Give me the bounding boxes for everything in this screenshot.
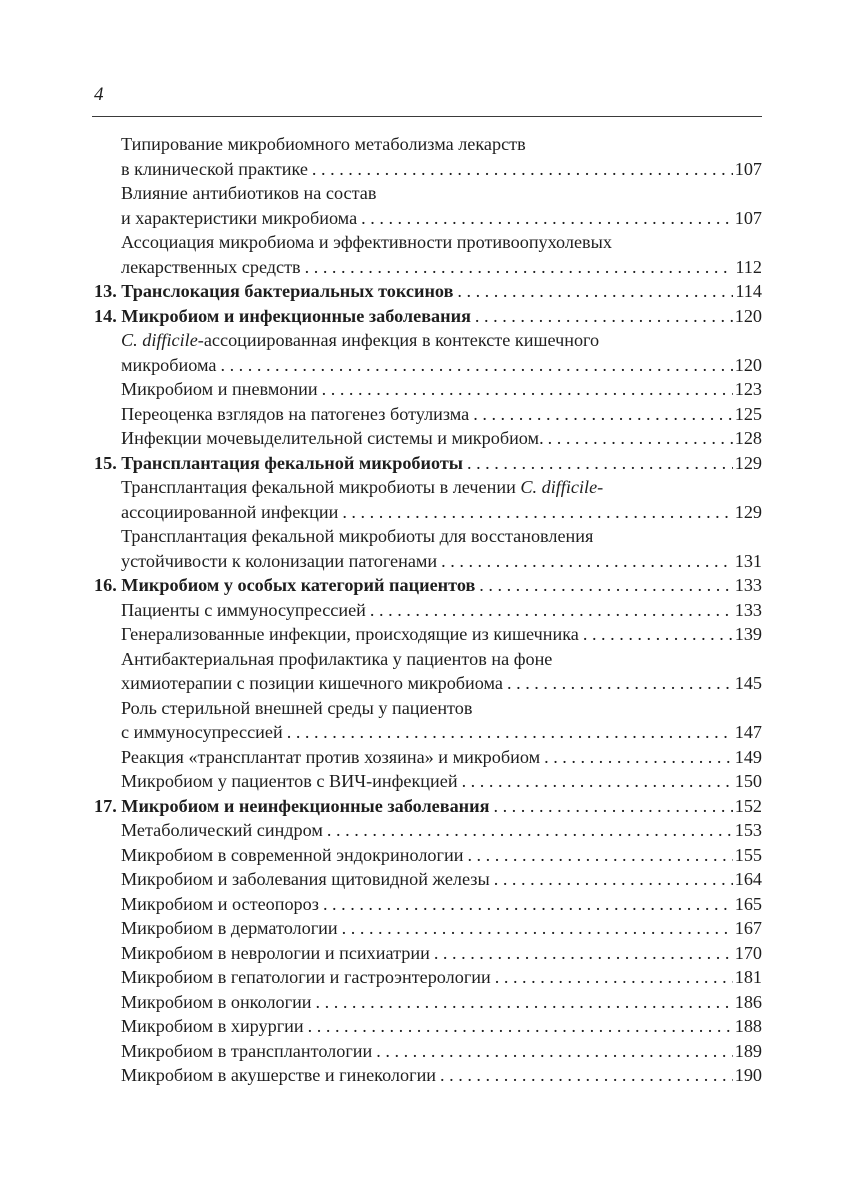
toc-page-number[interactable]: 131 bbox=[734, 550, 762, 571]
toc-entry-line bbox=[121, 353, 762, 378]
dot-leader bbox=[312, 157, 733, 182]
dot-leader bbox=[507, 671, 733, 696]
toc-entry-title bbox=[121, 698, 472, 718]
toc-section-entry[interactable] bbox=[94, 1014, 762, 1039]
chapter-number: 17. bbox=[94, 795, 122, 816]
toc-section-entry[interactable] bbox=[94, 1063, 762, 1088]
toc-entry-line bbox=[121, 916, 762, 941]
toc-entry-line bbox=[121, 549, 762, 574]
toc-entry-line bbox=[121, 892, 762, 917]
toc-entry-line bbox=[121, 671, 762, 696]
title-text: Микробиом в трансплантологии bbox=[121, 1040, 373, 1061]
toc-entry-title bbox=[121, 867, 490, 892]
toc-page-number[interactable]: 120 bbox=[734, 305, 762, 326]
table-of-contents bbox=[94, 132, 762, 1088]
title-text: Влияние антибиотиков на состав bbox=[121, 183, 377, 203]
title-text: Микробиом в онкологии bbox=[121, 991, 312, 1012]
toc-entry-title bbox=[121, 720, 283, 745]
toc-entry-title bbox=[121, 649, 552, 669]
toc-entry-title bbox=[121, 1014, 304, 1039]
toc-entry-title bbox=[121, 549, 437, 574]
page-number: 4 bbox=[94, 84, 104, 105]
toc-entry-line bbox=[121, 941, 762, 966]
title-text: Ассоциация микробиома и эффективности противоопухолевых bbox=[121, 232, 612, 252]
title-text: Микробиом и неинфекционные заболевания bbox=[121, 795, 490, 816]
italic-term: C. difficile- bbox=[520, 477, 604, 497]
dot-leader bbox=[467, 843, 732, 868]
toc-entry-line bbox=[121, 132, 762, 157]
toc-page-number[interactable]: 189 bbox=[734, 1040, 762, 1061]
toc-page-number[interactable]: 150 bbox=[734, 771, 762, 791]
title-text: химиотерапии с позиции кишечного микробиома bbox=[121, 673, 503, 693]
toc-page-number[interactable]: 128 bbox=[734, 428, 762, 448]
toc-entry-line bbox=[121, 230, 762, 255]
toc-entry-title bbox=[121, 353, 216, 378]
toc-section-entry[interactable] bbox=[94, 524, 762, 573]
title-text: Метаболический синдром bbox=[121, 820, 323, 840]
dot-leader bbox=[323, 892, 733, 917]
toc-entry-title bbox=[121, 255, 301, 280]
chapter-number: 16. bbox=[94, 575, 122, 595]
toc-entry-line bbox=[121, 402, 762, 427]
toc-page-number[interactable]: 125 bbox=[734, 403, 762, 424]
toc-entry-title bbox=[121, 769, 458, 794]
toc-entry-line bbox=[121, 500, 762, 525]
title-text: и характеристики микробиома bbox=[121, 207, 358, 228]
title-text: Генерализованные инфекции, происходящие из кишечника bbox=[121, 624, 579, 644]
toc-entry-line bbox=[94, 794, 762, 819]
toc-entry-line bbox=[121, 206, 762, 231]
toc-entry-title bbox=[121, 377, 318, 402]
toc-entry-line bbox=[121, 965, 762, 990]
dot-leader bbox=[327, 818, 733, 843]
toc-section-entry[interactable] bbox=[94, 867, 762, 892]
title-text: Микробиом в акушерстве и гинекологии bbox=[121, 1065, 437, 1085]
toc-page-number[interactable]: 165 bbox=[734, 893, 762, 914]
toc-page-number[interactable]: 155 bbox=[734, 844, 762, 865]
toc-entry-line bbox=[121, 426, 762, 451]
title-text: устойчивости к колонизации патогенами bbox=[121, 550, 438, 571]
title-text: Микробиом и пневмонии bbox=[121, 379, 318, 399]
title-text: Переоценка взглядов на патогенез ботулизма bbox=[121, 403, 470, 424]
toc-entry-line bbox=[121, 745, 762, 770]
toc-section-entry[interactable] bbox=[94, 402, 762, 427]
toc-section-entry[interactable] bbox=[94, 769, 762, 794]
toc-entry-title bbox=[121, 892, 319, 917]
dot-leader bbox=[462, 769, 733, 794]
toc-entry-title bbox=[121, 818, 323, 843]
toc-page-number[interactable]: 186 bbox=[734, 991, 762, 1012]
title-text: в клинической практике bbox=[121, 158, 308, 179]
dot-leader bbox=[495, 965, 733, 990]
chapter-number: 14. bbox=[94, 305, 122, 326]
toc-page-number[interactable]: 129 bbox=[734, 452, 762, 473]
toc-page-number[interactable]: 107 bbox=[734, 158, 762, 179]
title-text: Микробиом и заболевания щитовидной железы bbox=[121, 869, 490, 889]
toc-page-number[interactable]: 107 bbox=[734, 207, 762, 228]
toc-page-number[interactable]: 167 bbox=[734, 918, 762, 938]
dot-leader bbox=[548, 426, 733, 451]
toc-entry-title bbox=[94, 279, 453, 304]
toc-section-entry[interactable] bbox=[94, 696, 762, 745]
toc-entry-line bbox=[94, 304, 762, 329]
title-text: лекарственных средств bbox=[121, 256, 301, 277]
toc-entry-title bbox=[121, 526, 593, 546]
dot-leader bbox=[467, 451, 733, 476]
title-text: Трансплантация фекальной микробиоты в лечении bbox=[121, 477, 521, 497]
header-rule bbox=[92, 116, 762, 117]
dot-leader bbox=[441, 549, 733, 574]
toc-page-number[interactable]: 153 bbox=[734, 820, 762, 840]
title-text: Антибактериальная профилактика у пациентов на фоне bbox=[121, 648, 553, 669]
toc-page-number[interactable]: 114 bbox=[735, 281, 762, 301]
title-text: Микробиом и инфекционные заболевания bbox=[121, 305, 471, 326]
toc-entry-title bbox=[121, 671, 503, 696]
title-text: Микробиом у пациентов с ВИЧ-инфекцией bbox=[121, 771, 458, 791]
toc-section-entry[interactable] bbox=[94, 818, 762, 843]
dot-leader bbox=[316, 990, 733, 1015]
toc-entry-title bbox=[121, 745, 540, 770]
title-text: Транслокация бактериальных токсинов bbox=[121, 281, 454, 301]
title-text: Трансплантация фекальной микробиоты для восстановления bbox=[121, 526, 594, 546]
toc-section-entry[interactable] bbox=[94, 892, 762, 917]
toc-entry-title bbox=[94, 451, 463, 476]
toc-page-number[interactable]: 190 bbox=[734, 1065, 762, 1085]
dot-leader bbox=[583, 622, 733, 647]
toc-entry-title bbox=[121, 134, 526, 154]
dot-leader bbox=[473, 402, 732, 427]
dot-leader bbox=[440, 1063, 733, 1088]
title-text: микробиома bbox=[121, 354, 217, 375]
toc-entry-title bbox=[121, 843, 463, 868]
chapter-number: 15. bbox=[94, 452, 122, 473]
dot-leader bbox=[342, 916, 733, 941]
toc-entry-line bbox=[121, 818, 762, 843]
dot-leader bbox=[370, 598, 733, 623]
toc-section-entry[interactable] bbox=[94, 745, 762, 770]
title-text: Микробиом в современной эндокринологии bbox=[121, 844, 464, 865]
toc-section-entry[interactable] bbox=[94, 1039, 762, 1064]
toc-section-entry[interactable] bbox=[94, 598, 762, 623]
title-text: Трансплантация фекальной микробиоты bbox=[121, 452, 463, 473]
title-text: -ассоциированная инфекция в контексте кишечного bbox=[197, 330, 600, 350]
toc-section-entry[interactable] bbox=[94, 916, 762, 941]
toc-page-number[interactable]: 181 bbox=[734, 967, 762, 987]
toc-entry-title bbox=[94, 573, 475, 598]
toc-entry-line bbox=[121, 990, 762, 1015]
toc-page-number[interactable]: 123 bbox=[734, 379, 762, 399]
title-text: ассоциированной инфекции bbox=[121, 501, 339, 522]
dot-leader bbox=[322, 377, 733, 402]
toc-section-entry[interactable] bbox=[94, 377, 762, 402]
toc-page-number[interactable]: 112 bbox=[735, 256, 762, 277]
toc-entry-line bbox=[121, 328, 762, 353]
title-text: Микробиом и остеопороз bbox=[121, 893, 319, 914]
toc-entry-title bbox=[121, 598, 366, 623]
dot-leader bbox=[361, 206, 733, 231]
toc-entry-line bbox=[121, 1039, 762, 1064]
toc-chapter-entry[interactable] bbox=[94, 279, 762, 304]
toc-entry-line bbox=[121, 867, 762, 892]
toc-section-entry[interactable] bbox=[94, 647, 762, 696]
dot-leader bbox=[457, 279, 733, 304]
dot-leader bbox=[544, 745, 733, 770]
toc-entry-line bbox=[121, 622, 762, 647]
toc-entry-line bbox=[121, 181, 762, 206]
toc-entry-line bbox=[121, 769, 762, 794]
toc-section-entry[interactable] bbox=[94, 843, 762, 868]
toc-page-number[interactable]: 145 bbox=[734, 673, 762, 693]
toc-entry-title bbox=[121, 941, 430, 966]
title-text: Пациенты с иммуносупрессией bbox=[121, 599, 366, 620]
toc-entry-title bbox=[121, 232, 612, 252]
title-text: с иммуносупрессией bbox=[121, 722, 283, 742]
title-text: Микробиом в дерматологии bbox=[121, 918, 338, 938]
toc-entry-title bbox=[121, 330, 599, 350]
dot-leader bbox=[342, 500, 732, 525]
toc-section-entry[interactable] bbox=[94, 990, 762, 1015]
toc-entry-title bbox=[121, 477, 603, 497]
toc-section-entry[interactable] bbox=[94, 426, 762, 451]
toc-entry-line bbox=[121, 1014, 762, 1039]
dot-leader bbox=[287, 720, 733, 745]
toc-page-number[interactable]: 120 bbox=[734, 354, 762, 375]
toc-page-number[interactable]: 170 bbox=[734, 942, 762, 963]
dot-leader bbox=[479, 573, 732, 598]
title-text: Микробиом в хирургии bbox=[121, 1016, 304, 1036]
toc-entry-line bbox=[94, 573, 762, 598]
toc-entry-line bbox=[121, 696, 762, 721]
toc-page-number[interactable]: 139 bbox=[734, 624, 762, 644]
toc-entry-title bbox=[121, 622, 579, 647]
toc-section-entry[interactable] bbox=[94, 132, 762, 181]
toc-section-entry[interactable] bbox=[94, 181, 762, 230]
dot-leader bbox=[376, 1039, 732, 1064]
toc-entry-title bbox=[121, 965, 491, 990]
toc-chapter-entry[interactable] bbox=[94, 451, 762, 476]
toc-entry-title bbox=[121, 990, 312, 1015]
toc-entry-line bbox=[121, 157, 762, 182]
toc-entry-line bbox=[121, 720, 762, 745]
toc-entry-line bbox=[121, 377, 762, 402]
title-text: Микробиом в гепатологии и гастроэнтерологии bbox=[121, 967, 491, 987]
toc-section-entry[interactable] bbox=[94, 941, 762, 966]
toc-entry-line bbox=[121, 524, 762, 549]
dot-leader bbox=[434, 941, 733, 966]
toc-entry-title bbox=[121, 500, 338, 525]
toc-section-entry[interactable] bbox=[94, 622, 762, 647]
toc-entry-line bbox=[121, 843, 762, 868]
toc-entry-line bbox=[94, 279, 762, 304]
dot-leader bbox=[305, 255, 734, 280]
title-text: Реакция «трансплантат против хозяина» и микробиом bbox=[121, 746, 541, 767]
toc-entry-line bbox=[121, 647, 762, 672]
toc-section-entry[interactable] bbox=[94, 328, 762, 377]
title-text: Роль стерильной внешней среды у пациентов bbox=[121, 697, 473, 718]
toc-chapter-entry[interactable] bbox=[94, 304, 762, 329]
title-text: Микробиом в неврологии и психиатрии bbox=[121, 942, 430, 963]
dot-leader bbox=[494, 867, 733, 892]
toc-chapter-entry[interactable] bbox=[94, 573, 762, 598]
toc-page-number[interactable]: 152 bbox=[734, 795, 762, 816]
toc-entry-line bbox=[121, 1063, 762, 1088]
toc-entry-line bbox=[121, 598, 762, 623]
dot-leader bbox=[475, 304, 733, 329]
dot-leader bbox=[308, 1014, 733, 1039]
toc-entry-line bbox=[121, 255, 762, 280]
toc-entry-title bbox=[94, 794, 489, 819]
title-text: Типирование микробиомного метаболизма лекарств bbox=[121, 134, 526, 154]
toc-chapter-entry[interactable] bbox=[94, 794, 762, 819]
toc-entry-title bbox=[94, 304, 471, 329]
toc-entry-title bbox=[121, 157, 308, 182]
toc-entry-line bbox=[121, 475, 762, 500]
toc-entry-title bbox=[121, 1063, 436, 1088]
toc-entry-title bbox=[121, 916, 338, 941]
toc-entry-title bbox=[121, 426, 544, 451]
toc-page-number[interactable]: 149 bbox=[734, 746, 762, 767]
toc-section-entry[interactable] bbox=[94, 230, 762, 279]
dot-leader bbox=[493, 794, 732, 819]
toc-section-entry[interactable] bbox=[94, 475, 762, 524]
dot-leader bbox=[220, 353, 732, 378]
toc-entry-title bbox=[121, 1039, 372, 1064]
toc-page-number[interactable]: 147 bbox=[734, 722, 762, 742]
toc-page-number[interactable]: 164 bbox=[734, 869, 762, 889]
toc-entry-title bbox=[121, 183, 376, 203]
title-text: Инфекции мочевыделительной системы и микробиом. bbox=[121, 428, 544, 448]
toc-page-number[interactable]: 129 bbox=[734, 501, 762, 522]
toc-entry-title bbox=[121, 402, 469, 427]
toc-entry-line bbox=[94, 451, 762, 476]
italic-term: C. difficile bbox=[121, 330, 198, 350]
title-text: Микробиом у особых категорий пациентов bbox=[121, 575, 476, 595]
toc-entry-title bbox=[121, 206, 357, 231]
toc-page-number[interactable]: 133 bbox=[734, 575, 762, 595]
toc-page-number[interactable]: 188 bbox=[734, 1016, 762, 1036]
toc-section-entry[interactable] bbox=[94, 965, 762, 990]
chapter-number: 13. bbox=[94, 281, 122, 301]
toc-page-number[interactable]: 133 bbox=[734, 599, 762, 620]
